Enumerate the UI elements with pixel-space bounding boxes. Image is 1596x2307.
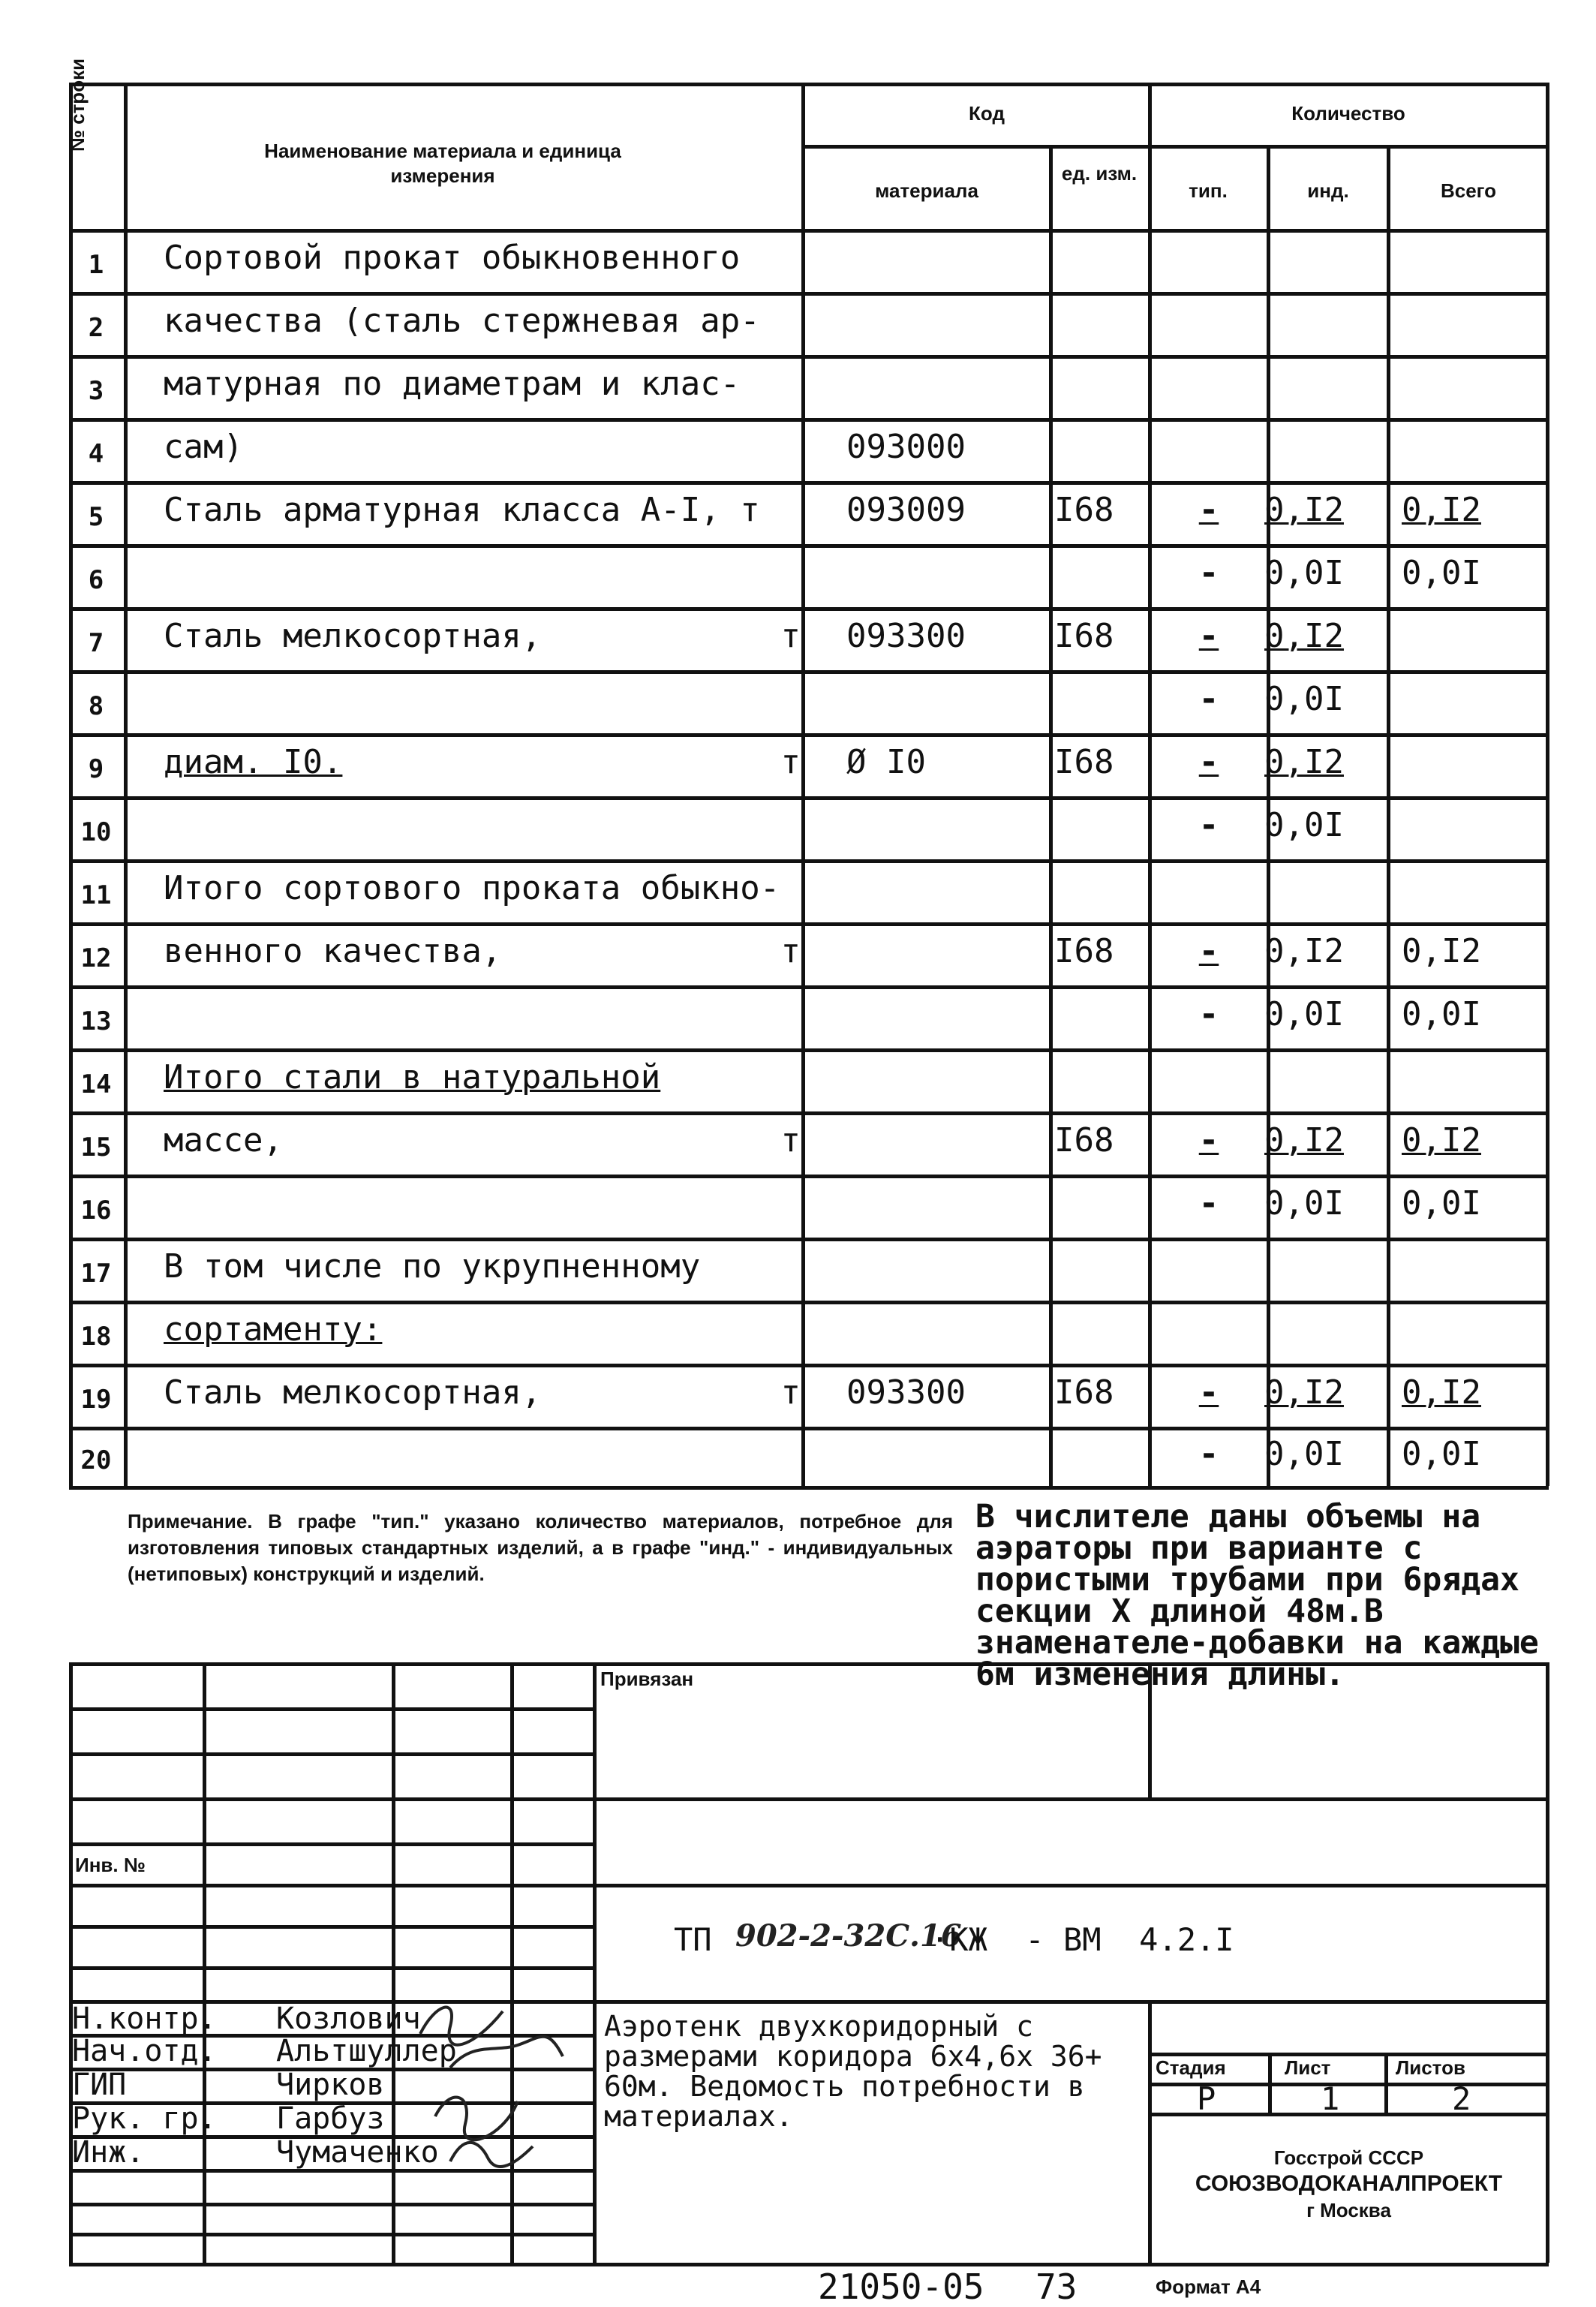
ind-value: 0,0I [1264, 995, 1344, 1033]
material-name: Сталь мелкосортная, [164, 617, 542, 655]
material-unit: т [780, 1373, 801, 1412]
ind-header: инд. [1307, 179, 1349, 202]
row-number: 1 [88, 250, 104, 280]
unit-code: I68 [1054, 932, 1114, 970]
row-number: 5 [88, 502, 104, 532]
material-name: сам) [164, 428, 243, 466]
row-number: 19 [80, 1385, 112, 1415]
handwritten-signatures [405, 1981, 600, 2176]
ind-value: 0,I2 [1264, 932, 1344, 970]
typ-value: - [1198, 806, 1219, 844]
ind-value: 0,I2 [1264, 617, 1344, 655]
page-number: 73 [1035, 2266, 1078, 2307]
typ-value: - [1198, 554, 1219, 592]
material-name: венного качества, [164, 932, 502, 970]
typ-value: - [1198, 995, 1219, 1033]
ind-value: 0,0I [1264, 680, 1344, 718]
row-number: 2 [88, 313, 104, 343]
row-number: 8 [88, 691, 104, 721]
signature-role: Н.контр. [72, 2002, 217, 2036]
unit-code: I68 [1054, 1121, 1114, 1160]
material-name: массе, [164, 1121, 283, 1160]
row-number: 12 [80, 943, 112, 973]
row-number: 6 [88, 565, 104, 595]
typ-value: - [1198, 491, 1219, 529]
unit-header: ед. изм. [1061, 162, 1138, 185]
row-number: 4 [88, 439, 104, 469]
sheets-value: 2 [1452, 2080, 1471, 2117]
total-value: 0,I2 [1402, 1373, 1481, 1412]
code-column-header: Код [969, 102, 1005, 125]
signature-role: ГИП [72, 2068, 127, 2102]
org-ministry: Госстрой СССР [1273, 2146, 1424, 2169]
material-name: Итого сортового проката обыкно- [164, 869, 780, 907]
material-unit: т [780, 932, 801, 970]
quantity-column-header: Количество [1291, 102, 1405, 125]
total-value: 0,0I [1402, 1184, 1481, 1223]
material-name: диам. I0. [164, 743, 343, 781]
material-code-header: материала [875, 179, 978, 202]
material-name: Сортовой прокат обыкновенного [164, 239, 741, 277]
privyazan-label: Привязан [600, 1668, 694, 1690]
signature-role: Нач.отд. [72, 2034, 217, 2068]
material-unit: т [780, 1121, 801, 1160]
sheet-value: 1 [1321, 2080, 1340, 2117]
total-header: Всего [1440, 179, 1497, 202]
unit-code: I68 [1054, 617, 1114, 655]
typ-value: - [1198, 680, 1219, 718]
row-number: 7 [88, 628, 104, 658]
row-number: 11 [80, 880, 112, 910]
total-value: 0,I2 [1402, 1121, 1481, 1160]
archive-number: 21050-05 [818, 2266, 984, 2307]
stage-value: Р [1197, 2080, 1216, 2117]
total-value: 0,I2 [1402, 491, 1481, 529]
note-text: Примечание. В графе "тип." указано количество материалов, потребное для изготовления типовых стандартных изделий, а в графе "инд." - индивидуальных (нетиповых) конструкций и изделий. [128, 1510, 953, 1585]
material-code: Ø I0 [846, 743, 926, 781]
stage-label: Стадия [1156, 2056, 1226, 2079]
ind-value: 0,0I [1264, 1435, 1344, 1473]
material-code: 093300 [846, 1373, 966, 1412]
org-name: СОЮЗВОДОКАНАЛПРОЕКТ [1195, 2171, 1503, 2196]
material-code: 093000 [846, 428, 966, 466]
document-code-prefix: ТП [674, 1921, 712, 1958]
material-name: Сталь арматурная класса А-I, т [164, 491, 760, 529]
total-value: 0,I2 [1402, 932, 1481, 970]
material-name: Сталь мелкосортная, [164, 1373, 542, 1412]
total-value: 0,0I [1402, 1435, 1481, 1473]
total-value: 0,0I [1402, 554, 1481, 592]
note-numerator-text: В числителе даны объемы на аэраторы при варианте с пористыми трубами при 6рядах секции X длиной 48м.В знаменателе-добавки на каждые 6м изменения длины. [975, 1498, 1539, 1693]
document-code-suffix: ·КЖ - ВМ 4.2.I [930, 1921, 1234, 1958]
material-unit: т [780, 617, 801, 655]
material-name: матурная по диаметрам и клас- [164, 365, 741, 403]
ind-value: 0,I2 [1264, 491, 1344, 529]
signature-name: Козлович [276, 2002, 421, 2036]
org-city: г Москва [1306, 2199, 1391, 2221]
inventory-number-label: Инв. № [75, 1854, 146, 1876]
unit-code: I68 [1054, 491, 1114, 529]
typ-value: - [1198, 1373, 1219, 1412]
typ-value: - [1198, 743, 1219, 781]
row-number-header: № строки [66, 58, 89, 152]
unit-code: I68 [1054, 1373, 1114, 1412]
typ-value: - [1198, 617, 1219, 655]
row-number: 20 [80, 1445, 112, 1475]
row-number: 10 [80, 817, 112, 847]
sheets-label: Листов [1396, 2056, 1465, 2079]
typ-value: - [1198, 932, 1219, 970]
row-number: 9 [88, 754, 104, 784]
signature-role: Инж. [72, 2135, 145, 2170]
ind-value: 0,I2 [1264, 1373, 1344, 1412]
material-name: сортаменту: [164, 1310, 383, 1349]
document-description: Аэротенк двухкоридорный с размерами коридора 6х4,6х 36+ 60м. Ведомость потребности в материалах. [604, 2010, 1102, 2133]
unit-code: I68 [1054, 743, 1114, 781]
signature-name: Чирков [276, 2068, 385, 2102]
row-number: 14 [80, 1069, 112, 1099]
row-number: 16 [80, 1196, 112, 1226]
material-name: В том числе по укрупненному [164, 1247, 701, 1286]
material-code: 093300 [846, 617, 966, 655]
ind-value: 0,0I [1264, 1184, 1344, 1223]
sheet-label: Лист [1285, 2056, 1331, 2079]
typ-value: - [1198, 1435, 1219, 1473]
ind-value: 0,0I [1264, 806, 1344, 844]
ind-value: 0,I2 [1264, 1121, 1344, 1160]
ind-value: 0,0I [1264, 554, 1344, 592]
material-name: Итого стали в натуральной [164, 1058, 661, 1096]
material-unit: т [780, 743, 801, 781]
row-number: 13 [80, 1006, 112, 1036]
row-number: 18 [80, 1322, 112, 1352]
typ-value: - [1198, 1121, 1219, 1160]
signature-name: Чумаченко [276, 2135, 439, 2170]
typ-value: - [1198, 1184, 1219, 1223]
document-code-handwritten: 902-2-32С.16 [735, 1918, 962, 1954]
material-code: 093009 [846, 491, 966, 529]
material-name: качества (сталь стержневая ар- [164, 302, 760, 340]
ind-value: 0,I2 [1264, 743, 1344, 781]
signature-name: Альтшуллер [276, 2034, 457, 2068]
row-number: 3 [88, 376, 104, 406]
format-label: Формат А4 [1156, 2275, 1261, 2298]
row-number: 17 [80, 1259, 112, 1289]
name-column-header: Наименование материала и единица измерения [264, 140, 621, 187]
typ-header: тип. [1189, 179, 1228, 202]
signature-role: Рук. гр. [72, 2101, 217, 2136]
signature-name: Гарбуз [276, 2101, 385, 2136]
total-value: 0,0I [1402, 995, 1481, 1033]
row-number: 15 [80, 1132, 112, 1163]
